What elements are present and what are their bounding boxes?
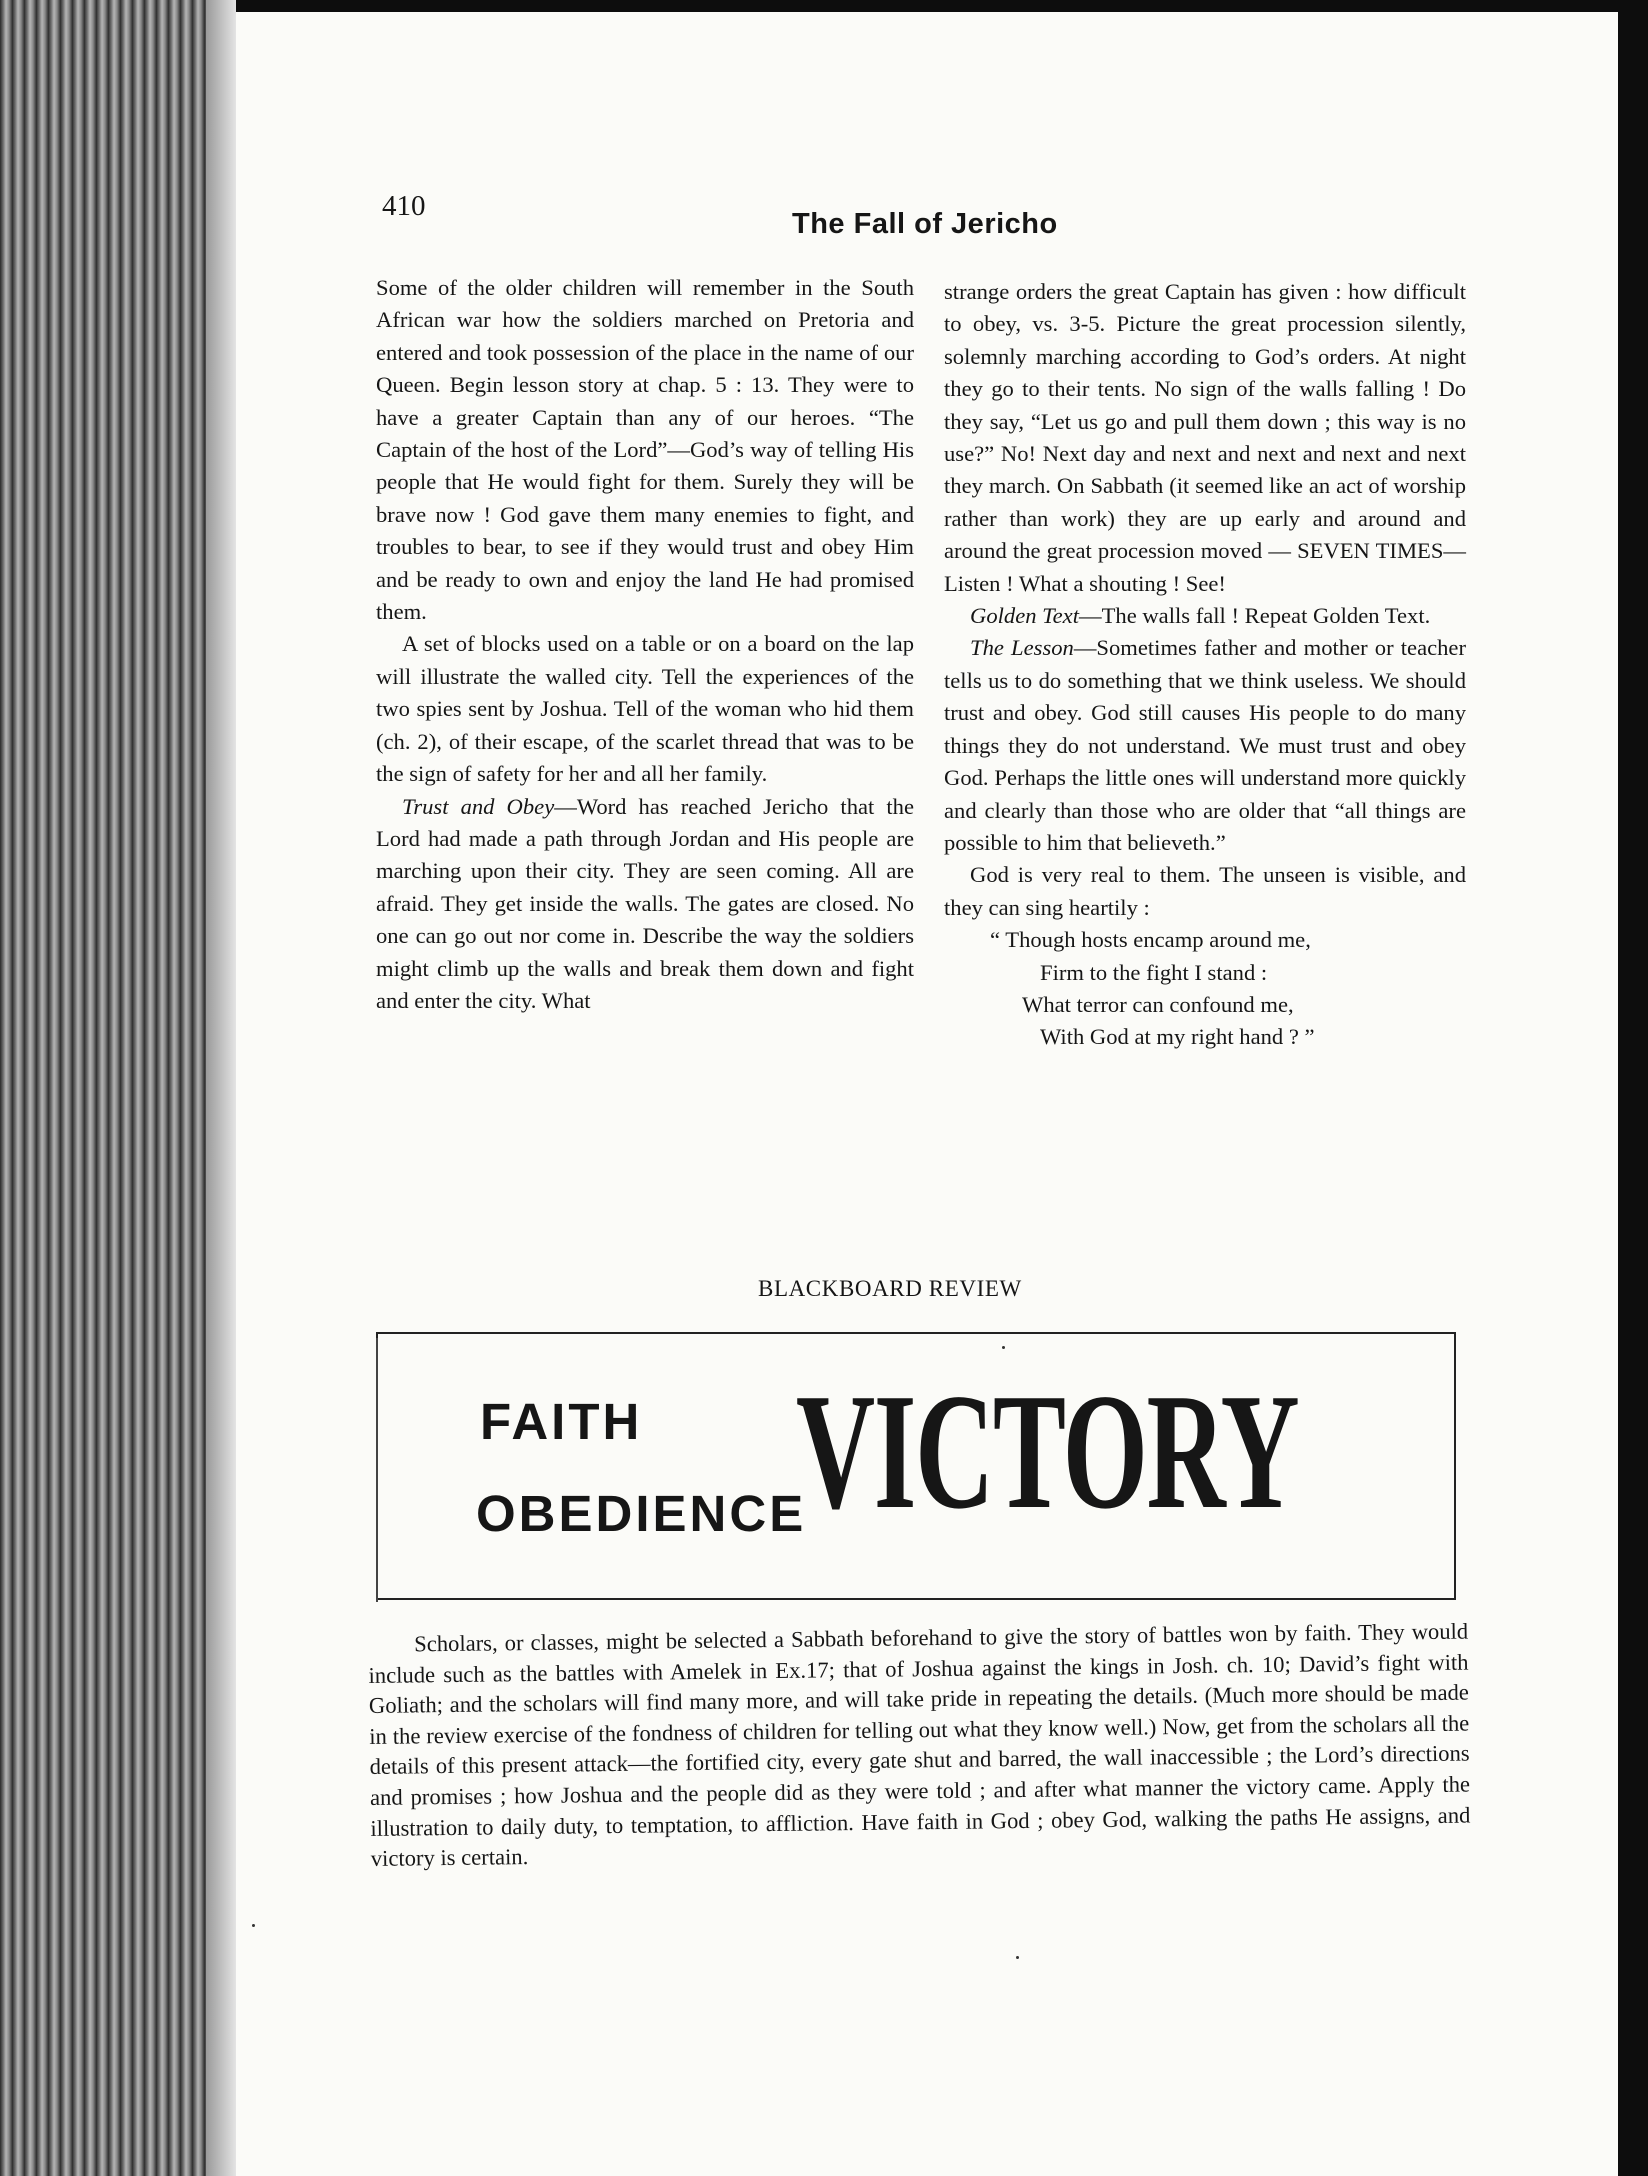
section-label-golden-text: Golden Text [970,603,1079,629]
print-speck [252,1924,255,1927]
section-label-the-lesson: The Lesson [970,635,1074,661]
closing-paragraph: Scholars, or classes, might be selected a Sabbath beforehand to give the story of battles won by faith. They would include such as the battles with Amelek in Ex.17; that of Joshua against the kings in Josh. ch. 10; David’s fight with Goliath; and the scholars will find many more, and will take pride in repeating the details. (Much more should be made in the review exercise of the fondness of children for telling out what they know well.) Now, get from the scholars all the details of this present attack—the fortified city, every gate shut and barred, the wall inaccessible ; the Lord’s directions and promises ; how Joshua and the people did as they were told ; and after what manner the victory came. Apply the illustration to daily duty, to temptation, to affliction. Have faith in God ; obey God, walking the paths He assigns, and victory is certain. [368,1618,1471,1872]
blackboard-box [376,1332,1456,1600]
section-label-trust-and-obey: Trust and Obey [402,793,555,819]
running-head: The Fall of Jericho [792,208,1058,240]
left-paragraph-3-text: —Word has reached Jericho that the Lord had made a path through Jordan and His people are marching upon their city. They are seen coming. All are afraid. They get inside the walls. The gates are closed. No one can go out nor come in. Describe the way the soldiers might climb up the walls and break them down and fight and enter the city. What [376,793,914,1013]
hymn-verse [944,924,1466,1054]
left-paragraph-3 [376,791,914,1018]
right-column [944,276,1466,1054]
left-paragraph-1: Some of the older children will remember in the South African war how the soldiers marched on Pretoria and entered and took possession of the place in the name of our Queen. Begin lesson story at chap. 5 : 13. They were to have a greater Captain than any of our heroes. “The Captain of the host of the Lord”—God’s way of telling His people that He would fight for them. Surely they will be brave now ! God gave them many enemies to fight, and troubles to bear, to see if they would trust and obey Him and be ready to own and enjoy the land He had promised them. [376,275,914,625]
right-paragraph-3 [944,632,1466,859]
hymn-line: “ Though hosts encamp around me, [990,927,1311,953]
hymn-line: Firm to the fight I stand : [1040,959,1268,985]
blackboard-review-heading: BLACKBOARD REVIEW [758,1276,1022,1301]
right-paragraph-4: God is very real to them. The unseen is visible, and they can sing heartily : [944,862,1466,920]
hymn-line: With God at my right hand ? ” [1040,1024,1315,1050]
blackboard-word-faith: FAITH [480,1393,643,1450]
right-paragraph-1: strange orders the great Captain has given : how difficult to obey, vs. 3-5. Picture the great procession silently, solemnly marching according to God’s orders. At night they go to their tents. No sign of the walls falling ! Do they say, “Let us go and pull them down ; this way is no use?” No! Next day and next and next and next and next they march. On Sabbath (it seemed like an act of worship rather than work) they are up early and around and around the great procession moved — SEVEN TIMES—Listen ! What a shouting ! See! [944,279,1466,596]
book-page [236,12,1618,2176]
book-page-edges [0,0,236,2176]
blackboard-word-victory: VICTORY [796,1359,1299,1543]
blackboard-word-obedience: OBEDIENCE [476,1485,807,1542]
left-paragraph-2: A set of blocks used on a table or on a board on the lap will illustrate the walled city. Tell the experiences of the two spies sent by Joshua. Tell of the woman who hid them (ch. 2), of their escape, of the scarlet thread that was to be the sign of safety for her and all her family. [376,631,914,787]
print-speck [1016,1956,1019,1959]
closing-paragraph-block [368,1617,1471,1875]
scan-frame-right [1618,0,1648,2176]
left-column [376,272,914,1017]
right-paragraph-2 [944,600,1466,632]
page-number: 410 [382,190,426,222]
right-paragraph-2-text: —The walls fall ! Repeat Golden Text. [1079,603,1431,629]
print-speck [1002,1346,1005,1349]
right-paragraph-3-text: —Sometimes father and mother or teacher tells us to do something that we think useless. We should trust and obey. God still causes His people to do many things they do not understand. We must trust and obey God. Perhaps the little ones will understand more quickly and clearly than those who are older that “all things are possible to him that believeth.” [944,635,1466,855]
hymn-line: What terror can confound me, [1022,991,1294,1017]
scan-frame-top [0,0,1648,12]
